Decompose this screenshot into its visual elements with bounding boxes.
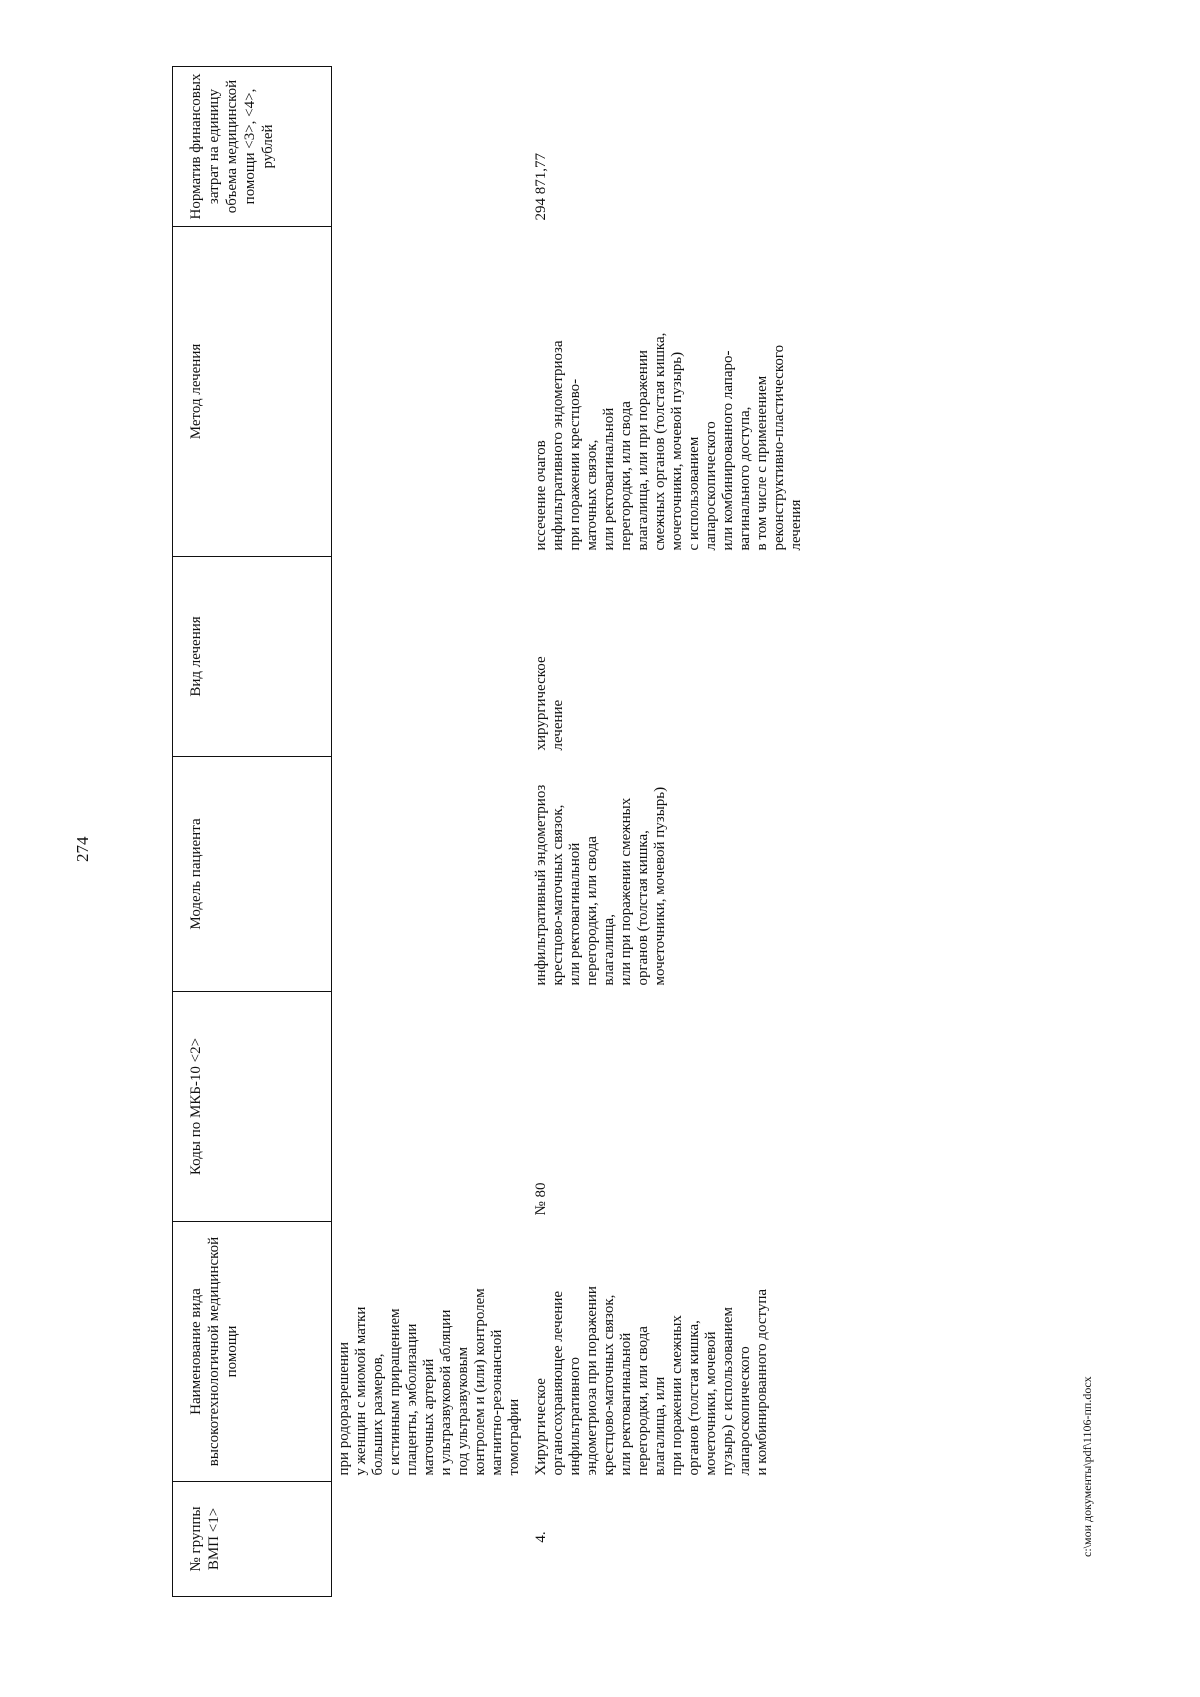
vmp-table [172,66,811,1597]
header-treatment-type: Вид лечения [173,557,332,757]
header-treatment-method: Метод лечения [173,227,332,557]
header-cost-norm: Норматив финансовых затрат на единицу объема медицинской помощи <3>, <4>, рублей [173,67,332,227]
table-row [529,67,811,1597]
icd-code-cell: № 80 [533,1182,549,1216]
header-icd-codes: Коды по МКБ-10 <2> [173,992,332,1222]
group-number-cell: 4. [533,1531,549,1543]
patient-model-cell: инфильтративный эндометриоз крестцово-маточных связок, или ректовагинальной перегородки, или свода влагалища, или при поражении смежных органов (толстая кишка, мочеточники, мочевой пузырь) [533,784,668,986]
continuation-name-cell: при родоразрешении у женщин с миомой матки больших размеров, с истинным приращением плаценты, эмболизации маточных артерий и ультразвуковой абляции под ультразвуковым контролем и (или) контролем магнитно-резонансной томографии [336,1288,522,1476]
table-row-continuation [332,67,530,1597]
cost-cell: 294 871,77 [533,153,549,221]
header-patient-model: Модель пациента [173,757,332,992]
treatment-method-cell: иссечение очагов инфильтративного эндометриоза при поражении крестцово- маточных связок, или ректовагинальной перегородки, или свода влагалища, или при поражении смежных органов (толстая кишка, мочеточники, мочевой пузырь) с использованием лапароскопического или комбинированного лапаро- вагинального доступа, в том числе с применением реконструктивно-пластического лечения [533,332,804,551]
page-number: 274 [73,836,92,862]
header-vmp-name: Наименование вида высокотехнологичной медицинской помощи [173,1222,332,1482]
treatment-type-cell: хирургическое лечение [533,656,566,751]
header-group-number: № группы ВМП <1> [173,1482,332,1597]
table-header-row [173,67,332,1597]
vmp-name-cell: Хирургическое органосохраняющее лечение инфильтративного эндометриоза при поражении крестцово-маточных связок, или ректовагинальной перегородки, или свода влагалища, или при поражении смежных органов (толстая кишка, мочеточники, мочевой пузырь) с использованием лапароскопического и комбинированного доступа [533,1286,770,1476]
footer-file-path: c:\мои документы\pdf\1106-пп.docx [1080,1376,1094,1557]
